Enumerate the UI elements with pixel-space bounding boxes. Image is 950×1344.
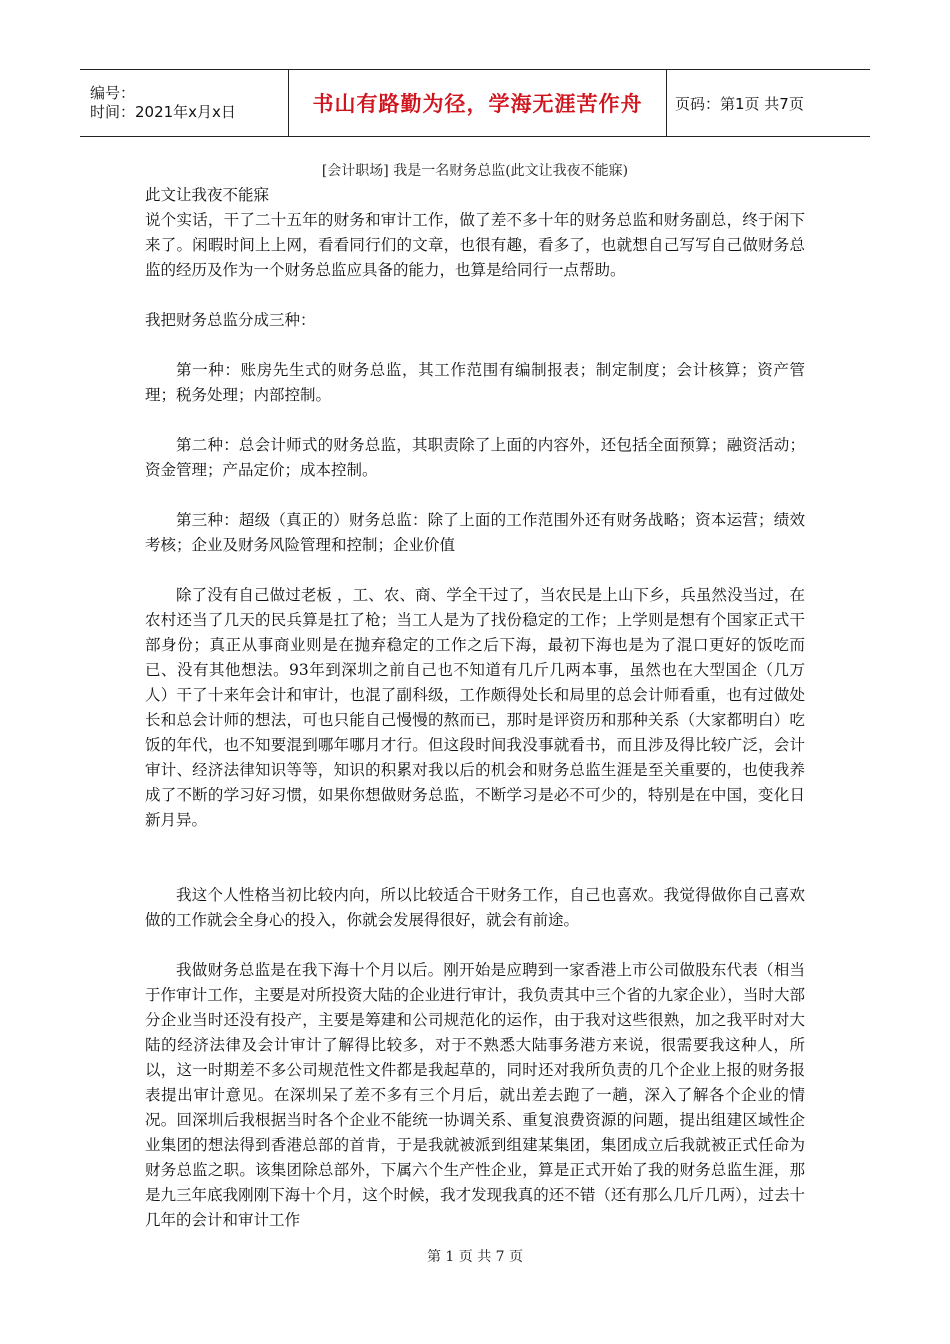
paragraph-type-one: 第一种：账房先生式的财务总监，其工作范围有编制报表；制定制度；会计核算；资产管理；税务处理；内部控制。 xyxy=(145,361,805,404)
page-info: 页码：第1页 共7页 xyxy=(675,94,804,113)
paragraph-intro: 说个实话，干了二十五年的财务和审计工作，做了差不多十年的财务总监和财务副总，终于闲下来了。闲暇时间上上网，看看同行们的文章，也很有趣，看多了，也就想自己写写自己做财务总监的经历及作为一个财务总监应具备的能力，也算是给同行一点帮助。 xyxy=(145,211,805,279)
page-footer: 第 1 页 共 7 页 xyxy=(426,1249,524,1265)
header-meta xyxy=(80,70,289,136)
motto: 书山有路勤为径，学海无涯苦作舟 xyxy=(312,92,643,116)
header-page-info-cell xyxy=(667,70,870,136)
document-title: [会计职场] 我是一名财务总监(此文让我夜不能寐) xyxy=(321,163,629,179)
serial-number-label: 编号： xyxy=(90,84,136,102)
header-motto-cell xyxy=(289,70,667,136)
paragraph-three-types: 我把财务总监分成三种： xyxy=(145,311,316,329)
page-header xyxy=(80,69,870,137)
paragraph-type-three: 第三种：超级（真正的）财务总监：除了上面的工作范围外还有财务战略；资本运营；绩效考核；企业及财务风险管理和控制；企业价值 xyxy=(145,511,805,554)
paragraph-subtitle: 此文让我夜不能寐 xyxy=(145,186,270,204)
paragraph-background: 除了没有自己做过老板 ，工、农、商、学全干过了，当农民是上山下乡，兵虽然没当过，在农村还当了几天的民兵算是扛了枪；当工人是为了找份稳定的工作；上学则是想有个国家正式干部身份；真正从事商业则是在抛弃稳定的工作之后下海，最初下海也是为了混口更好的饭吃而已、没有其他想法。93年到深圳之前自己也不知道有几斤几两本事，虽然也在大型国企（几万人）干了十来年会计和审计，也混了副科级，工作颇得处长和局里的总会计师看重，也有过做处长和总会计师的想法，可也只能自己慢慢的熬而已，那时是评资历和那种关系（大家都明白）吃饭的年代，也不知要混到哪年哪月才行。但这段时间我没事就看书，而且涉及得比较广泛，会计审计、经济法律知识等等，知识的积累对我以后的机会和财务总监生涯是至关重要的，也使我养成了不断的学习好习惯，如果你想做财务总监，不断学习是必不可少的，特别是在中国，变化日新月异。 xyxy=(145,586,805,829)
document-body xyxy=(145,183,805,1233)
paragraph-type-two: 第二种：总会计师式的财务总监，其职责除了上面的内容外，还包括全面预算；融资活动；资金管理；产品定价；成本控制。 xyxy=(145,436,805,479)
paragraph-career-start: 我做财务总监是在我下海十个月以后。刚开始是应聘到一家香港上市公司做股东代表（相当于作审计工作，主要是对所投资大陆的企业进行审计，我负责其中三个省的九家企业），当时大部分企业当时还没有投产，主要是筹建和公司规范化的运作，由于我对这些很熟，加之我平时对大陆的经济法律及会计审计了解得比较多，对于不熟悉大陆事务港方来说，很需要我这种人，所以，这一时期差不多公司规范性文件都是我起草的，同时还对我所负责的几个企业上报的财务报表提出审计意见。在深圳呆了差不多有三个月后，就出差去跑了一趟，深入了解各个企业的情况。回深圳后我根据当时各个企业不能统一协调关系、重复浪费资源的问题，提出组建区域性企业集团的想法得到香港总部的首肯，于是我就被派到组建某集团，集团成立后我就被正式任命为财务总监之职。该集团除总部外，下属六个生产性企业，算是正式开始了我的财务总监生涯，那是九三年底我刚刚下海十个月，这个时候，我才发现我真的还不错（还有那么几斤几两），过去十几年的会计和审计工作 xyxy=(145,961,805,1229)
paragraph-personality: 我这个人性格当初比较内向，所以比较适合干财务工作，自己也喜欢。我觉得做你自己喜欢做的工作就会全身心的投入，你就会发展得很好，就会有前途。 xyxy=(145,886,805,929)
date-line: 时间：2021年x月x日 xyxy=(90,103,236,121)
